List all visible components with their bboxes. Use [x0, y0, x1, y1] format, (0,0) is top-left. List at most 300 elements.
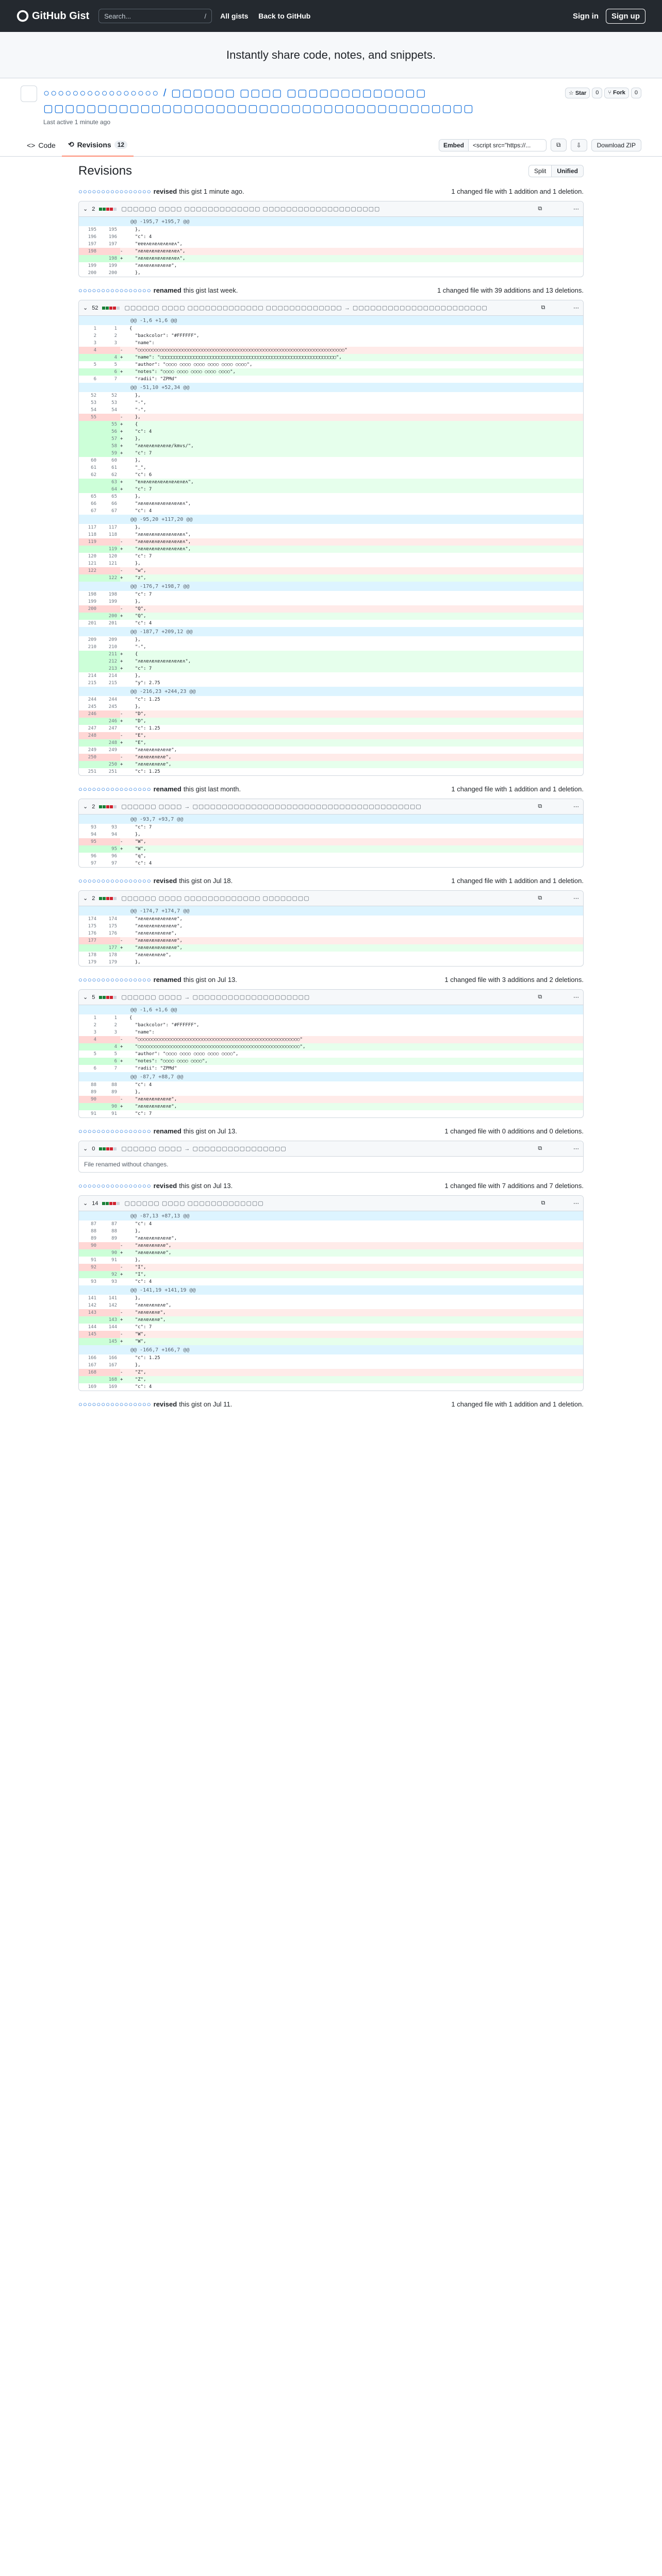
new-line-number[interactable]: 249 [108, 748, 117, 753]
old-line-number[interactable] [79, 1249, 100, 1257]
collapse-chevron-icon[interactable]: ⌄ [83, 305, 88, 311]
new-line-number[interactable]: 90 [100, 1103, 120, 1110]
revision-author[interactable]: ○○○○○○○○○○○○○○○○ [78, 1127, 152, 1135]
new-line-number[interactable]: 211 [100, 651, 120, 658]
old-line-number[interactable]: 200 [79, 605, 100, 613]
old-line-number[interactable]: 166 [88, 1355, 96, 1361]
revision-time[interactable]: this gist on Jul 18. [179, 876, 233, 885]
new-line-number[interactable] [100, 754, 120, 761]
hunk-header[interactable]: @@ -195,7 +195,7 @@ [79, 217, 583, 226]
more-options-icon[interactable]: ⋯ [573, 1146, 579, 1152]
old-line-number[interactable]: 1 [93, 1015, 96, 1021]
new-line-number[interactable]: 60 [111, 458, 117, 463]
revision-time[interactable]: this gist on Jul 13. [179, 1181, 233, 1190]
hunk-header[interactable]: @@ -87,7 +88,7 @@ [79, 1072, 583, 1081]
new-line-number[interactable]: 121 [108, 561, 117, 566]
old-line-number[interactable] [79, 658, 100, 665]
new-line-number[interactable] [100, 1264, 120, 1271]
new-line-number[interactable]: 145 [100, 1338, 120, 1345]
old-line-number[interactable] [79, 1043, 100, 1050]
new-line-number[interactable] [100, 567, 120, 574]
nav-back-to-github[interactable]: Back to GitHub [258, 12, 311, 20]
old-line-number[interactable]: 141 [88, 1296, 96, 1301]
old-line-number[interactable]: 199 [88, 599, 96, 604]
nav-all-gists[interactable]: All gists [220, 12, 249, 20]
new-line-number[interactable]: 93 [111, 825, 117, 830]
collapse-chevron-icon[interactable]: ⌄ [83, 1146, 88, 1152]
more-options-icon[interactable]: ⋯ [573, 895, 579, 902]
old-line-number[interactable] [79, 428, 100, 435]
old-line-number[interactable]: 94 [91, 832, 96, 837]
old-line-number[interactable]: 5 [93, 1052, 96, 1057]
old-line-number[interactable]: 90 [79, 1096, 100, 1103]
old-line-number[interactable]: 2 [93, 333, 96, 338]
new-line-number[interactable]: 168 [100, 1376, 120, 1383]
new-line-number[interactable]: 67 [111, 509, 117, 514]
new-line-number[interactable] [100, 732, 120, 739]
new-line-number[interactable]: 179 [108, 960, 117, 965]
new-line-number[interactable] [100, 347, 120, 354]
new-line-number[interactable]: 88 [111, 1229, 117, 1234]
copy-path-icon[interactable]: ⧉ [538, 1145, 542, 1151]
new-line-number[interactable] [100, 1036, 120, 1043]
old-line-number[interactable] [79, 1271, 100, 1278]
copy-path-icon[interactable]: ⧉ [538, 803, 542, 809]
old-line-number[interactable]: 246 [79, 710, 100, 718]
old-line-number[interactable] [79, 1058, 100, 1065]
open-desktop-button[interactable]: ⇩ [571, 139, 587, 151]
new-line-number[interactable] [100, 1369, 120, 1376]
more-options-icon[interactable]: ⋯ [573, 305, 579, 311]
star-count[interactable]: 0 [592, 88, 602, 98]
diff-line [79, 1309, 583, 1316]
new-line-number[interactable]: 6 [100, 1058, 120, 1065]
copy-path-icon[interactable]: ⧉ [538, 994, 542, 1000]
old-line-number[interactable]: 117 [88, 525, 96, 530]
hunk-header[interactable]: @@ -51,10 +52,34 @@ [79, 383, 583, 392]
new-line-number[interactable]: 144 [108, 1325, 117, 1330]
new-line-number[interactable] [100, 1242, 120, 1249]
hunk-header[interactable]: @@ -174,7 +174,7 @@ [79, 906, 583, 916]
new-line-number[interactable]: 61 [111, 465, 117, 470]
hunk-header[interactable]: @@ -93,7 +93,7 @@ [79, 815, 583, 824]
old-line-number[interactable]: 215 [88, 681, 96, 686]
new-line-number[interactable]: 97 [111, 861, 117, 866]
revision-author[interactable]: ○○○○○○○○○○○○○○○○ [78, 187, 152, 195]
new-line-number[interactable]: 200 [100, 613, 120, 620]
old-line-number[interactable] [79, 435, 100, 443]
new-line-number[interactable]: 122 [100, 574, 120, 582]
revision-time[interactable]: this gist last month. [183, 785, 241, 793]
new-line-number[interactable]: 199 [108, 599, 117, 604]
fork-button[interactable]: ⑂ Fork [604, 88, 629, 98]
new-line-number[interactable]: 212 [100, 658, 120, 665]
old-line-number[interactable]: 196 [88, 234, 96, 240]
old-line-number[interactable]: 93 [91, 825, 96, 830]
old-line-number[interactable]: 244 [88, 697, 96, 702]
new-line-number[interactable]: 1 [114, 326, 117, 331]
old-line-number[interactable] [79, 443, 100, 450]
revision-time[interactable]: this gist on Jul 13. [183, 975, 237, 984]
old-line-number[interactable]: 201 [88, 621, 96, 626]
new-line-number[interactable]: 246 [100, 718, 120, 725]
old-line-number[interactable]: 5 [93, 362, 96, 367]
old-line-number[interactable]: 209 [88, 637, 96, 642]
new-line-number[interactable] [100, 1096, 120, 1103]
new-line-number[interactable]: 166 [108, 1355, 117, 1361]
revision-author[interactable]: ○○○○○○○○○○○○○○○○ [78, 1181, 152, 1190]
new-line-number[interactable]: 248 [100, 739, 120, 747]
old-line-number[interactable] [79, 944, 100, 952]
old-line-number[interactable]: 198 [79, 248, 100, 255]
revision-time[interactable]: this gist on Jul 13. [183, 1127, 237, 1135]
old-line-number[interactable]: 55 [79, 414, 100, 421]
new-line-number[interactable]: 4 [100, 1043, 120, 1050]
old-line-number[interactable] [79, 739, 100, 747]
old-line-number[interactable] [79, 486, 100, 493]
old-line-number[interactable]: 52 [91, 393, 96, 398]
new-line-number[interactable]: 214 [108, 673, 117, 679]
old-line-number[interactable]: 119 [79, 538, 100, 546]
new-line-number[interactable]: 178 [108, 953, 117, 958]
new-line-number[interactable]: 62 [111, 472, 117, 478]
new-line-number[interactable]: 7 [114, 377, 117, 382]
revision-time[interactable]: this gist 1 minute ago. [179, 187, 244, 195]
copy-embed-button[interactable]: ⧉ [551, 139, 567, 151]
new-line-number[interactable]: 87 [111, 1222, 117, 1227]
old-line-number[interactable] [79, 450, 100, 457]
old-line-number[interactable]: 4 [79, 347, 100, 354]
new-line-number[interactable]: 251 [108, 769, 117, 774]
old-line-number[interactable]: 177 [79, 937, 100, 944]
new-line-number[interactable]: 120 [108, 554, 117, 559]
old-line-number[interactable]: 54 [91, 408, 96, 413]
hunk-header[interactable]: @@ -141,19 +141,19 @@ [79, 1285, 583, 1295]
new-line-number[interactable]: 195 [108, 227, 117, 232]
old-line-number[interactable] [79, 613, 100, 620]
old-line-number[interactable]: 62 [91, 472, 96, 478]
old-line-number[interactable]: 249 [88, 748, 96, 753]
collapse-chevron-icon[interactable]: ⌄ [83, 1200, 88, 1207]
revision-author[interactable]: ○○○○○○○○○○○○○○○○ [78, 975, 152, 984]
old-line-number[interactable]: 247 [88, 726, 96, 731]
split-view-button[interactable]: Split [534, 167, 547, 175]
new-line-number[interactable]: 5 [114, 1052, 117, 1057]
hunk-header[interactable]: @@ -1,6 +1,6 @@ [79, 316, 583, 325]
old-line-number[interactable] [79, 421, 100, 428]
old-line-number[interactable]: 4 [79, 1036, 100, 1043]
old-line-number[interactable]: 1 [93, 326, 96, 331]
old-line-number[interactable]: 89 [91, 1236, 96, 1241]
revision-time[interactable]: this gist last week. [183, 286, 238, 294]
new-line-number[interactable]: 250 [100, 761, 120, 768]
old-line-number[interactable]: 118 [88, 532, 96, 537]
old-line-number[interactable]: 96 [91, 854, 96, 859]
new-line-number[interactable]: 89 [111, 1090, 117, 1095]
old-line-number[interactable] [79, 665, 100, 672]
github-gist-logo[interactable] [16, 10, 89, 22]
old-line-number[interactable] [79, 1338, 100, 1345]
unified-view-button[interactable]: Unified [551, 165, 583, 177]
new-line-number[interactable]: 65 [111, 494, 117, 499]
old-line-number[interactable]: 93 [91, 1279, 96, 1284]
old-line-number[interactable]: 88 [91, 1082, 96, 1088]
new-line-number[interactable]: 1 [114, 1015, 117, 1021]
old-line-number[interactable]: 91 [91, 1111, 96, 1116]
new-line-number[interactable]: 7 [114, 1066, 117, 1071]
gist-title[interactable]: ○○○○○○○○○○○○○○○○ / ▢▢▢▢▢▢ ▢▢▢▢ ▢▢▢▢▢▢▢▢▢▢▢▢▢ ▢▢▢▢▢▢▢▢▢▢▢▢▢▢▢▢▢▢▢▢▢▢▢▢▢▢▢▢▢▢▢▢▢▢▢▢▢▢▢▢ [43, 88, 474, 114]
new-line-number[interactable]: 90 [100, 1249, 120, 1257]
new-line-number[interactable]: 54 [111, 408, 117, 413]
old-line-number[interactable]: 53 [91, 400, 96, 405]
diff-sign: - [120, 1037, 123, 1042]
old-line-number[interactable]: 198 [88, 592, 96, 597]
new-line-number[interactable] [100, 710, 120, 718]
diffstat-block [113, 897, 117, 900]
old-line-number[interactable] [79, 651, 100, 658]
fork-count[interactable]: 0 [631, 88, 641, 98]
old-line-number[interactable]: 2 [93, 1023, 96, 1028]
new-line-number[interactable]: 119 [100, 546, 120, 553]
new-line-number[interactable]: 93 [111, 1279, 117, 1284]
new-line-number[interactable]: 215 [108, 681, 117, 686]
new-line-number[interactable]: 198 [108, 592, 117, 597]
new-line-number[interactable]: 176 [108, 931, 117, 936]
old-line-number[interactable]: 251 [88, 769, 96, 774]
old-line-number[interactable] [79, 574, 100, 582]
old-line-number[interactable]: 167 [88, 1363, 96, 1368]
new-line-number[interactable]: 196 [108, 234, 117, 240]
new-line-number[interactable] [100, 414, 120, 421]
diff-code: "c": 4 [129, 1222, 152, 1227]
old-line-number[interactable]: 6 [93, 377, 96, 382]
star-button[interactable]: ☆ Star [565, 88, 590, 98]
old-line-number[interactable] [79, 255, 100, 262]
new-line-number[interactable] [100, 1309, 120, 1316]
old-line-number[interactable]: 3 [93, 341, 96, 346]
new-line-number[interactable]: 247 [108, 726, 117, 731]
old-line-number[interactable]: 250 [79, 754, 100, 761]
old-line-number[interactable]: 144 [88, 1325, 96, 1330]
copy-path-icon[interactable]: ⧉ [541, 1200, 545, 1206]
old-line-number[interactable]: 95 [79, 838, 100, 845]
old-line-number[interactable]: 199 [88, 263, 96, 268]
new-line-number[interactable]: 63 [100, 479, 120, 486]
new-line-number[interactable] [100, 1331, 120, 1338]
old-line-number[interactable]: 6 [93, 1066, 96, 1071]
new-line-number[interactable] [100, 838, 120, 845]
new-line-number[interactable]: 3 [114, 341, 117, 346]
old-line-number[interactable]: 142 [88, 1303, 96, 1308]
old-line-number[interactable]: 120 [88, 554, 96, 559]
old-line-number[interactable]: 88 [91, 1229, 96, 1234]
new-line-number[interactable]: 199 [108, 263, 117, 268]
more-options-icon[interactable]: ⋯ [573, 206, 579, 212]
new-line-number[interactable]: 213 [100, 665, 120, 672]
copy-path-icon[interactable]: ⧉ [541, 304, 545, 311]
more-options-icon[interactable]: ⋯ [573, 994, 579, 1001]
download-zip-button[interactable]: Download ZIP [591, 139, 641, 151]
search-input[interactable]: Search... / [98, 9, 212, 23]
collapse-chevron-icon[interactable]: ⌄ [83, 994, 88, 1001]
new-line-number[interactable]: 89 [111, 1236, 117, 1241]
new-line-number[interactable]: 210 [108, 645, 117, 650]
new-line-number[interactable]: 2 [114, 333, 117, 338]
old-line-number[interactable]: 169 [88, 1384, 96, 1389]
old-line-number[interactable]: 210 [88, 645, 96, 650]
signup-button[interactable]: Sign up [606, 9, 646, 24]
new-line-number[interactable]: 141 [108, 1296, 117, 1301]
diff-code: "c": 1.25 [129, 1355, 160, 1361]
old-line-number[interactable]: 87 [91, 1222, 96, 1227]
old-line-number[interactable]: 248 [79, 732, 100, 739]
revision-time[interactable]: this gist on Jul 11. [179, 1400, 233, 1408]
old-line-number[interactable]: 65 [91, 494, 96, 499]
hunk-header[interactable]: @@ -87,13 +87,13 @@ [79, 1211, 583, 1221]
new-line-number[interactable]: 66 [111, 501, 117, 506]
new-line-number[interactable]: 200 [108, 270, 117, 276]
old-line-number[interactable]: 92 [79, 1264, 100, 1271]
new-line-number[interactable]: 96 [111, 854, 117, 859]
new-line-number[interactable]: 58 [100, 443, 120, 450]
hunk-header[interactable]: @@ -95,20 +117,20 @@ [79, 515, 583, 524]
new-line-number[interactable]: 5 [114, 362, 117, 367]
new-line-number[interactable]: 52 [111, 393, 117, 398]
new-line-number[interactable]: 59 [100, 450, 120, 457]
collapse-chevron-icon[interactable]: ⌄ [83, 895, 88, 902]
new-line-number[interactable]: 117 [108, 525, 117, 530]
signin-link[interactable]: Sign in [573, 11, 599, 21]
new-line-number[interactable]: 175 [108, 924, 117, 929]
old-line-number[interactable] [79, 1103, 100, 1110]
new-line-number[interactable]: 94 [111, 832, 117, 837]
hunk-header[interactable]: @@ -166,7 +166,7 @@ [79, 1345, 583, 1354]
old-line-number[interactable] [79, 354, 100, 361]
old-line-number[interactable] [79, 1316, 100, 1324]
new-line-number[interactable]: 6 [100, 368, 120, 376]
new-line-number[interactable] [100, 248, 120, 255]
old-line-number[interactable]: 91 [91, 1258, 96, 1263]
diff-sign [120, 959, 125, 966]
collapse-chevron-icon[interactable]: ⌄ [83, 804, 88, 810]
more-options-icon[interactable]: ⋯ [573, 804, 579, 810]
collapse-chevron-icon[interactable]: ⌄ [83, 206, 88, 212]
old-line-number[interactable]: 3 [93, 1030, 96, 1035]
new-line-number[interactable]: 55 [100, 421, 120, 428]
hunk-header[interactable]: @@ -1,6 +1,6 @@ [79, 1005, 583, 1014]
new-line-number[interactable]: 244 [108, 697, 117, 702]
old-line-number[interactable]: 195 [88, 227, 96, 232]
old-line-number[interactable]: 200 [88, 270, 96, 276]
new-line-number[interactable]: 92 [100, 1271, 120, 1278]
old-line-number[interactable]: 197 [88, 242, 96, 247]
hunk-header[interactable]: @@ -176,7 +198,7 @@ [79, 582, 583, 591]
new-line-number[interactable]: 56 [100, 428, 120, 435]
old-line-number[interactable]: 66 [91, 501, 96, 506]
old-line-number[interactable]: 67 [91, 509, 96, 514]
new-line-number[interactable]: 4 [100, 354, 120, 361]
new-line-number[interactable]: 2 [114, 1023, 117, 1028]
new-line-number[interactable] [100, 937, 120, 944]
hunk-header[interactable]: @@ -187,7 +209,12 @@ [79, 627, 583, 636]
new-line-number[interactable]: 91 [111, 1111, 117, 1116]
old-line-number[interactable]: 245 [88, 704, 96, 709]
old-line-number[interactable]: 60 [91, 458, 96, 463]
diff-code: "ʌɐʌɐʌɐʌɐʌɐ", [129, 755, 172, 760]
new-line-number[interactable]: 64 [100, 486, 120, 493]
old-line-number[interactable]: 97 [91, 861, 96, 866]
more-options-icon[interactable]: ⋯ [573, 1200, 579, 1207]
new-line-number[interactable]: 198 [100, 255, 120, 262]
old-line-number[interactable] [79, 761, 100, 768]
old-line-number[interactable]: 89 [91, 1090, 96, 1095]
old-line-number[interactable] [79, 479, 100, 486]
old-line-number[interactable] [79, 845, 100, 853]
embed-select[interactable]: Embed <script src="https://... [439, 139, 547, 151]
tab-code[interactable]: <> Code [27, 141, 56, 149]
diffstat-bars [99, 994, 117, 1001]
new-line-number[interactable]: 88 [111, 1082, 117, 1088]
old-line-number[interactable]: 214 [88, 673, 96, 679]
new-line-number[interactable]: 177 [100, 944, 120, 952]
new-line-number[interactable]: 142 [108, 1303, 117, 1308]
revision-author[interactable]: ○○○○○○○○○○○○○○○○ [78, 876, 152, 885]
old-line-number[interactable]: 90 [79, 1242, 100, 1249]
new-line-number[interactable] [100, 605, 120, 613]
old-line-number[interactable]: 122 [79, 567, 100, 574]
old-line-number[interactable]: 174 [88, 917, 96, 922]
old-line-number[interactable] [79, 718, 100, 725]
new-line-number[interactable]: 143 [100, 1316, 120, 1324]
new-line-number[interactable]: 169 [108, 1384, 117, 1389]
revision-author[interactable]: ○○○○○○○○○○○○○○○○ [78, 1400, 152, 1408]
old-line-number[interactable]: 175 [88, 924, 96, 929]
new-line-number[interactable]: 95 [100, 845, 120, 853]
new-line-number[interactable]: 174 [108, 917, 117, 922]
old-line-number[interactable]: 61 [91, 465, 96, 470]
new-line-number[interactable]: 53 [111, 400, 117, 405]
diff-sign [120, 464, 125, 471]
new-line-number[interactable]: 201 [108, 621, 117, 626]
new-line-number[interactable]: 245 [108, 704, 117, 709]
old-line-number[interactable]: 143 [79, 1309, 100, 1316]
old-line-number[interactable] [79, 1376, 100, 1383]
revision-author[interactable]: ○○○○○○○○○○○○○○○○ [78, 286, 152, 294]
new-line-number[interactable] [100, 538, 120, 546]
tab-revisions[interactable]: ⟲ Revisions 12 [62, 134, 134, 157]
hunk-header[interactable]: @@ -216,23 +244,23 @@ [79, 687, 583, 696]
new-line-number[interactable]: 197 [108, 242, 117, 247]
old-line-number[interactable]: 179 [88, 960, 96, 965]
old-line-number[interactable] [79, 368, 100, 376]
new-line-number[interactable]: 118 [108, 532, 117, 537]
copy-path-icon[interactable]: ⧉ [538, 895, 542, 901]
new-line-number[interactable]: 167 [108, 1363, 117, 1368]
old-line-number[interactable]: 121 [88, 561, 96, 566]
new-line-number[interactable]: 209 [108, 637, 117, 642]
new-line-number[interactable]: 3 [114, 1030, 117, 1035]
copy-path-icon[interactable]: ⧉ [538, 206, 542, 212]
old-line-number[interactable]: 145 [79, 1331, 100, 1338]
old-line-number[interactable]: 176 [88, 931, 96, 936]
old-line-number[interactable] [79, 546, 100, 553]
revision-author[interactable]: ○○○○○○○○○○○○○○○○ [78, 785, 152, 793]
new-line-number[interactable]: 57 [100, 435, 120, 443]
old-line-number[interactable]: 168 [79, 1369, 100, 1376]
old-line-number[interactable]: 178 [88, 953, 96, 958]
new-line-number[interactable]: 91 [111, 1258, 117, 1263]
avatar[interactable] [21, 86, 37, 102]
